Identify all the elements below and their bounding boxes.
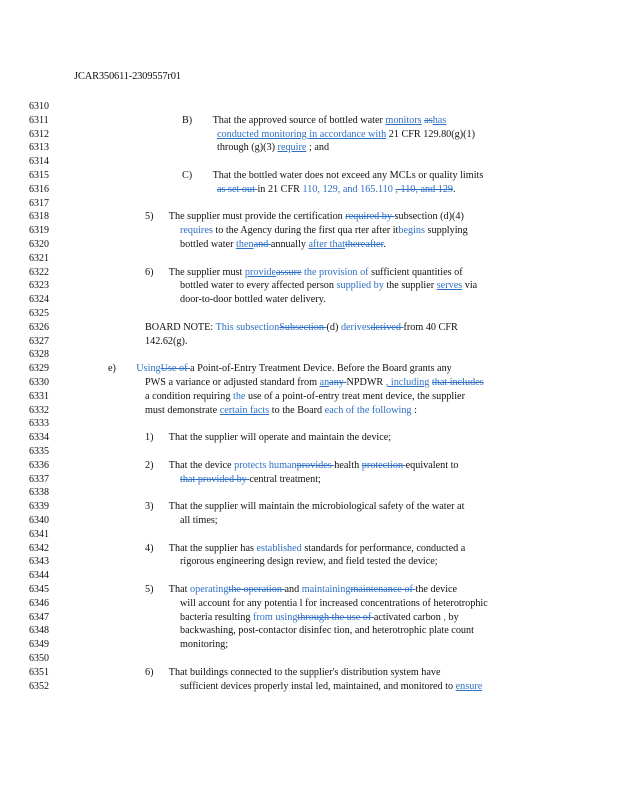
inserted-text: after that	[308, 239, 345, 250]
text-segment: a Point-of-Entry Treatment Device. Before the Board grants any	[190, 363, 452, 375]
line-number: 6310	[29, 101, 49, 112]
deleted-text: assure	[276, 266, 302, 278]
text-segment: through (g)(3)	[217, 142, 278, 154]
inserted-text: operating	[190, 584, 229, 595]
line-number: 6344	[29, 570, 49, 582]
inserted-text: then	[236, 239, 254, 250]
text-segment: 2)	[145, 459, 154, 471]
line-number: 6323	[29, 280, 49, 292]
text-segment: 3)	[145, 501, 154, 513]
line-text	[108, 362, 452, 375]
line-number: 6348	[29, 625, 49, 637]
text-segment: door-to-door bottled water delivery.	[180, 294, 326, 306]
text-segment: the device	[415, 584, 458, 595]
deleted-text: through the use of	[297, 611, 374, 623]
inserted-text: Using	[136, 363, 161, 375]
inserted-text: protects human	[234, 459, 297, 471]
line-text	[217, 183, 456, 196]
document-line	[0, 279, 618, 292]
line-number: 6346	[29, 597, 49, 609]
line-text	[145, 321, 458, 334]
text-segment: and	[284, 584, 302, 595]
document-line	[0, 266, 618, 279]
deleted-text: as	[424, 114, 433, 126]
deleted-text: the operation	[228, 584, 285, 595]
document-line	[0, 445, 618, 458]
text-segment: That the supplier will operate and maintain the device;	[153, 432, 392, 444]
inserted-text: ,	[443, 611, 446, 623]
document-line	[0, 114, 618, 127]
line-number: 6317	[29, 197, 49, 209]
document-line	[0, 210, 618, 223]
deleted-text: protection	[361, 459, 406, 471]
line-number: 6327	[29, 335, 49, 347]
inserted-text: require	[277, 142, 307, 154]
document-line	[0, 486, 618, 499]
document-line	[0, 624, 618, 637]
text-segment: health	[334, 459, 362, 471]
line-text	[182, 114, 446, 127]
text-segment: subsection (d)(4)	[394, 211, 464, 223]
text-segment: The supplier must provide the certification	[153, 211, 346, 223]
line-text	[180, 597, 488, 610]
inserted-text: from using	[252, 611, 298, 623]
text-segment: in 21 CFR	[257, 183, 303, 195]
text-segment: supplying	[425, 225, 468, 237]
text-segment: 142.62(g).	[145, 335, 188, 347]
text-segment: activated carbon	[373, 611, 444, 623]
text-segment: backwashing, post-contactor disinfec tion, and heterotrophic plate count	[180, 625, 474, 637]
inserted-text: 110, 129, and 165.110	[302, 183, 393, 195]
document-line	[0, 128, 618, 141]
text-segment: 4)	[145, 542, 154, 554]
line-number: 6334	[29, 432, 49, 444]
text-segment: :	[411, 404, 417, 416]
line-number: 6332	[29, 404, 49, 416]
deleted-text: thereafter	[344, 239, 384, 250]
line-number: 6330	[29, 377, 49, 388]
line-number: 6313	[29, 142, 49, 154]
text-segment: from 40 CFR	[403, 321, 458, 333]
text-segment: .	[383, 239, 386, 250]
line-number: 6352	[29, 680, 49, 692]
text-segment: equivalent to	[405, 459, 459, 471]
line-number: 6328	[29, 349, 49, 361]
text-segment: 6)	[145, 266, 154, 278]
line-text	[145, 459, 459, 472]
text-segment: C)	[182, 170, 193, 181]
line-number: 6329	[29, 363, 49, 375]
inserted-text: This subsection	[215, 321, 280, 333]
document-line	[0, 528, 618, 541]
text-segment: (d)	[326, 321, 341, 333]
line-text	[145, 376, 484, 389]
inserted-text: has	[432, 114, 447, 126]
text-segment: 1)	[145, 432, 154, 444]
text-segment: 21 CFR 129.80(g)(1)	[386, 128, 476, 140]
line-number: 6343	[29, 556, 49, 568]
document-line	[0, 348, 618, 361]
deleted-text: as set out	[217, 183, 258, 195]
line-text	[145, 404, 417, 417]
document-line	[0, 597, 618, 610]
line-text	[145, 431, 391, 444]
document-line	[0, 459, 618, 472]
text-segment: the supplier	[383, 280, 437, 292]
line-number: 6321	[29, 252, 49, 264]
line-number: 6335	[29, 446, 49, 457]
deleted-text: Subsection	[279, 321, 327, 333]
line-text	[180, 279, 477, 292]
document-line	[0, 307, 618, 320]
line-text	[180, 224, 468, 237]
document-line	[0, 293, 618, 306]
text-segment: That the supplier will maintain the microbiological safety of the water at	[153, 501, 465, 513]
document-line	[0, 431, 618, 444]
line-number: 6351	[29, 666, 49, 678]
line-number: 6311	[29, 114, 49, 126]
inserted-text: certain facts	[219, 404, 270, 416]
text-segment: rigorous engineering design review, and field tested the device;	[180, 556, 438, 568]
document-line	[0, 583, 618, 596]
inserted-text: requires	[180, 225, 213, 237]
line-text	[145, 500, 464, 513]
document-line	[0, 183, 618, 196]
text-segment: That the supplier has	[153, 542, 257, 554]
line-text	[182, 169, 483, 182]
inserted-text: ensure	[455, 680, 483, 692]
inserted-text: the	[233, 390, 246, 402]
inserted-text: each of the following	[324, 404, 412, 416]
text-segment: sufficient devices properly instal led, maintained, and monitored to	[180, 680, 456, 692]
document-line	[0, 169, 618, 182]
deleted-text: required by	[345, 211, 395, 223]
text-segment: The supplier must	[153, 266, 245, 278]
deleted-text: maintenance of	[350, 584, 416, 595]
line-number: 6318	[29, 211, 49, 223]
text-segment: 5)	[145, 584, 154, 595]
document-line	[0, 417, 618, 430]
deleted-text: provides	[296, 459, 335, 471]
inserted-text: the provision of	[304, 266, 369, 278]
line-number: 6333	[29, 418, 49, 430]
line-text	[180, 238, 386, 251]
document-line	[0, 404, 618, 417]
text-segment: all times;	[180, 515, 218, 526]
text-segment: That the bottled water does not exceed any MCLs or quality limits	[192, 170, 484, 181]
deleted-text: derived	[370, 321, 404, 333]
text-segment: via	[462, 280, 478, 292]
document-id: JCAR350611-2309557r01	[74, 71, 181, 82]
text-segment: .	[453, 183, 456, 195]
document-line	[0, 569, 618, 582]
document-line	[0, 652, 618, 665]
text-segment: B)	[182, 114, 193, 126]
document-line	[0, 638, 618, 651]
document-line	[0, 680, 618, 693]
line-text	[145, 266, 463, 279]
text-segment: That	[153, 584, 190, 595]
line-number: 6324	[29, 294, 49, 306]
inserted-text: derives	[340, 321, 371, 333]
inserted-text: , including	[385, 377, 430, 388]
text-segment: to the Agency during the first qua rter after it	[212, 225, 399, 237]
line-text	[180, 611, 459, 624]
line-number: 6340	[29, 515, 49, 526]
line-number: 6320	[29, 239, 49, 250]
document-line	[0, 362, 618, 375]
text-segment: 5)	[145, 211, 154, 223]
line-number: 6316	[29, 183, 49, 195]
line-number: 6331	[29, 390, 49, 402]
line-text	[180, 624, 474, 637]
line-number: 6337	[29, 473, 49, 485]
line-text	[180, 473, 321, 486]
line-text	[217, 141, 329, 154]
inserted-text: established	[256, 542, 302, 554]
deleted-text: any	[329, 377, 347, 388]
text-segment: bottled water to every affected person	[180, 280, 337, 292]
document-line	[0, 473, 618, 486]
text-segment: annually	[270, 239, 309, 250]
deleted-text: and	[253, 239, 271, 250]
inserted-text: supplied by	[336, 280, 384, 292]
text-segment: by	[445, 611, 459, 623]
deleted-text: that includes	[431, 377, 484, 388]
line-number: 6326	[29, 321, 49, 333]
text-segment: bacteria resulting	[180, 611, 253, 623]
text-segment: ; and	[306, 142, 330, 154]
line-text	[180, 680, 482, 693]
line-number: 6314	[29, 156, 49, 168]
document-line	[0, 666, 618, 679]
document-line	[0, 335, 618, 348]
text-segment: will account for any potentia l for increased concentrations of heterotrophic	[180, 597, 488, 609]
inserted-text: an	[319, 377, 330, 388]
text-segment: sufficient quantities of	[368, 266, 463, 278]
line-number: 6349	[29, 639, 49, 651]
line-text	[145, 666, 441, 679]
line-text	[145, 390, 465, 403]
line-number: 6350	[29, 653, 49, 664]
text-segment: NPDWR	[346, 377, 386, 388]
line-text	[145, 210, 464, 223]
text-segment: e)	[108, 363, 116, 375]
line-number: 6315	[29, 170, 49, 181]
text-segment: bottled water	[180, 239, 237, 250]
document-line	[0, 500, 618, 513]
text-segment: to the Board	[269, 404, 325, 416]
line-number: 6342	[29, 542, 49, 554]
line-text	[217, 128, 475, 141]
document-line	[0, 514, 618, 527]
document-line	[0, 555, 618, 568]
inserted-text: maintaining	[301, 584, 351, 595]
line-number: 6319	[29, 225, 49, 237]
document-line	[0, 141, 618, 154]
text-segment: That buildings connected to the supplier's distribution system have	[153, 666, 441, 678]
text-segment: central treatment;	[249, 473, 321, 485]
inserted-text: provide	[244, 266, 277, 278]
line-number: 6347	[29, 611, 49, 623]
document-line	[0, 542, 618, 555]
inserted-text: begins	[398, 225, 425, 237]
document-line	[0, 252, 618, 265]
line-number: 6322	[29, 266, 49, 278]
deleted-text: that provided by	[180, 473, 250, 485]
document-line	[0, 390, 618, 403]
inserted-text: serves	[436, 280, 463, 292]
text-segment: That the device	[153, 459, 235, 471]
text-segment: use of a point-of-entry treat ment device, the supplier	[245, 390, 465, 402]
text-segment: must demonstrate	[145, 404, 220, 416]
deleted-text: , 110, and 129	[395, 183, 454, 195]
document-line	[0, 611, 618, 624]
line-number: 6338	[29, 487, 49, 499]
deleted-text: Use of	[160, 363, 191, 375]
line-text	[180, 514, 218, 527]
document-line	[0, 224, 618, 237]
text-segment: BOARD NOTE:	[145, 321, 216, 333]
inserted-text: conducted monitoring in accordance with	[217, 128, 387, 140]
text-segment: That the approved source of bottled water	[192, 114, 386, 126]
line-text	[145, 335, 187, 348]
line-number: 6345	[29, 584, 49, 595]
text-segment: a condition requiring	[145, 390, 233, 402]
line-number: 6341	[29, 528, 49, 540]
line-number: 6325	[29, 308, 49, 319]
text-segment: PWS a variance or adjusted standard from	[145, 377, 320, 388]
document-line	[0, 197, 618, 210]
line-text	[180, 293, 326, 306]
document-line	[0, 155, 618, 168]
document-line	[0, 321, 618, 334]
text-segment: standards for performance, conducted a	[301, 542, 466, 554]
document-line	[0, 376, 618, 389]
text-segment: 6)	[145, 666, 154, 678]
line-text	[180, 638, 228, 651]
text-segment	[116, 363, 136, 374]
line-number: 6336	[29, 459, 49, 471]
inserted-text: monitors	[385, 114, 422, 126]
document-line	[0, 100, 618, 113]
line-text	[180, 555, 438, 568]
line-number: 6339	[29, 501, 49, 513]
line-number: 6312	[29, 128, 49, 140]
line-text	[145, 583, 457, 596]
document-line	[0, 238, 618, 251]
line-text	[145, 542, 465, 555]
text-segment: monitoring;	[180, 639, 229, 651]
